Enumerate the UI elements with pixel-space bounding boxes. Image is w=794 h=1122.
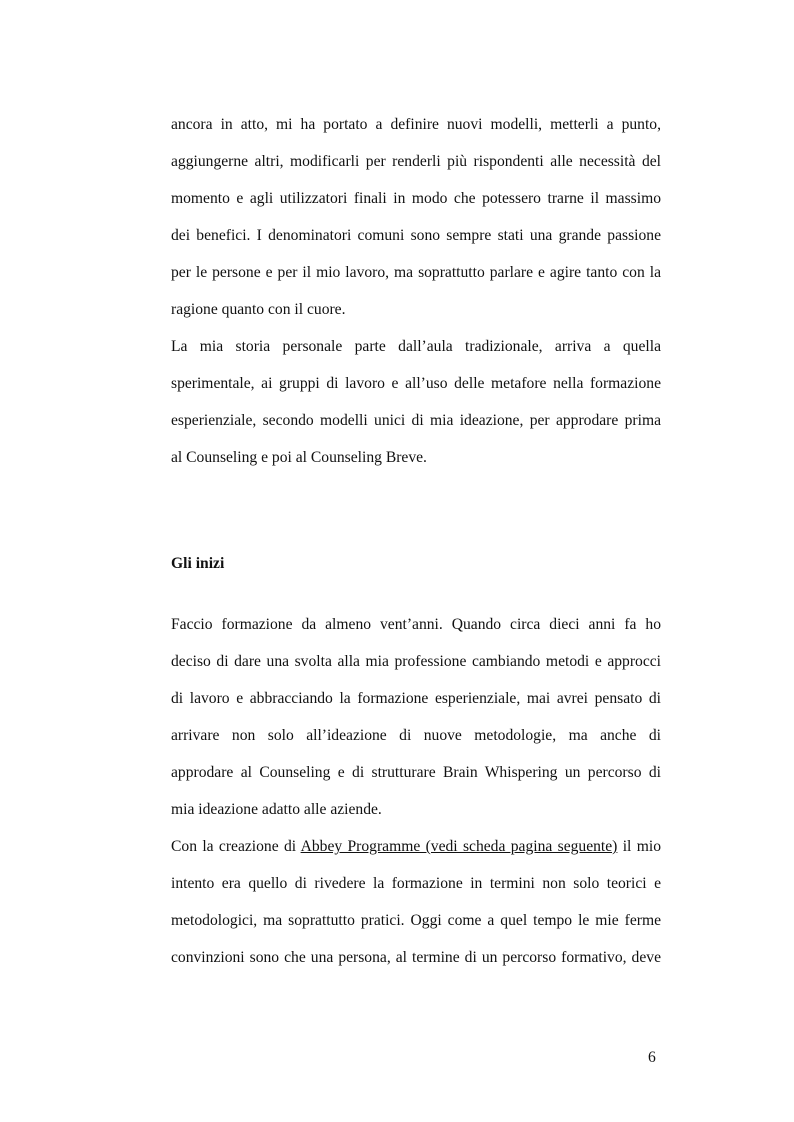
text-fragment: Con la creazione di bbox=[171, 838, 301, 855]
text-line: Faccio formazione da almeno vent’anni. Quando circa dieci anni fa ho bbox=[171, 616, 661, 633]
section-heading: Gli inizi bbox=[171, 555, 225, 572]
text-line: arrivare non solo all’ideazione di nuove metodologie, ma anche di bbox=[171, 727, 661, 744]
text-line: aggiungerne altri, modificarli per renderli più rispondenti alle necessità del bbox=[171, 153, 661, 170]
abbey-programme-link[interactable]: Abbey Programme (vedi scheda pagina seguente) bbox=[300, 838, 618, 855]
text-line: convinzioni sono che una persona, al termine di un percorso formativo, deve bbox=[171, 949, 661, 966]
text-line: ancora in atto, mi ha portato a definire nuovi modelli, metterli a punto, bbox=[171, 116, 661, 133]
text-line: mia ideazione adatto alle aziende. bbox=[171, 801, 382, 818]
text-line: dei benefici. I denominatori comuni sono sempre stati una grande passione bbox=[171, 227, 661, 244]
text-line: di lavoro e abbracciando la formazione esperienziale, mai avrei pensato di bbox=[171, 690, 661, 707]
text-line: momento e agli utilizzatori finali in modo che potessero trarne il massimo bbox=[171, 190, 661, 207]
text-line: intento era quello di rivedere la formazione in termini non solo teorici e bbox=[171, 875, 661, 892]
page-number: 6 bbox=[648, 1049, 656, 1066]
text-fragment: il mio bbox=[617, 838, 661, 855]
text-line: sperimentale, ai gruppi di lavoro e all’uso delle metafore nella formazione bbox=[171, 375, 661, 392]
text-line: per le persone e per il mio lavoro, ma soprattutto parlare e agire tanto con la bbox=[171, 264, 661, 281]
body-text-top bbox=[171, 106, 661, 476]
text-line: La mia storia personale parte dall’aula tradizionale, arriva a quella bbox=[171, 338, 661, 355]
text-line: esperienziale, secondo modelli unici di mia ideazione, per approdare prima bbox=[171, 412, 661, 429]
text-line-with-link bbox=[171, 828, 661, 865]
text-line: metodologici, ma soprattutto pratici. Oggi come a quel tempo le mie ferme bbox=[171, 912, 661, 929]
text-line: approdare al Counseling e di strutturare Brain Whispering un percorso di bbox=[171, 764, 661, 781]
body-text-bottom bbox=[171, 606, 661, 976]
text-line: deciso di dare una svolta alla mia professione cambiando metodi e approcci bbox=[171, 653, 661, 670]
text-line: al Counseling e poi al Counseling Breve. bbox=[171, 449, 427, 466]
text-line: ragione quanto con il cuore. bbox=[171, 301, 346, 318]
